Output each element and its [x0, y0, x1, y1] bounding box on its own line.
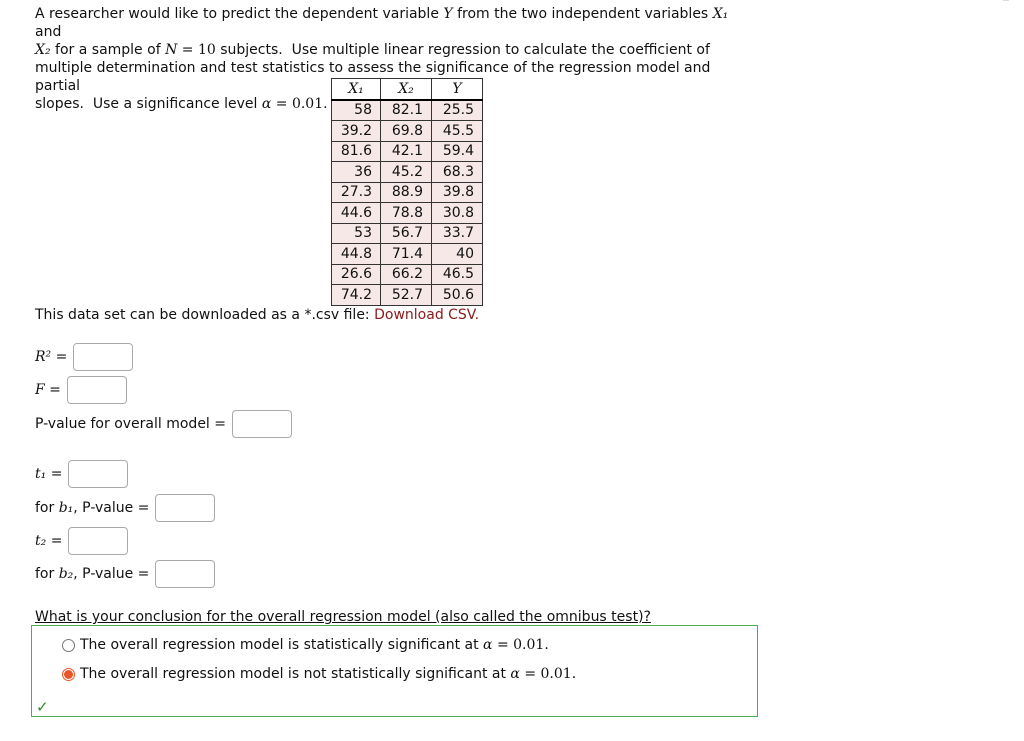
t1-row — [35, 460, 128, 488]
conclusion-answer-box — [31, 625, 758, 717]
table-cell: 45.2 — [381, 162, 432, 183]
table-cell: 44.8 — [332, 244, 381, 265]
p-overall-label: P-value for overall model = — [35, 416, 227, 432]
t2-row — [35, 527, 128, 555]
question-line-2: X₂ for a sample of N = 10 subjects. Use multiple linear regression to calculate the coefficient of — [35, 42, 710, 58]
question-line-3: multiple determination and test statistics to assess the significance of the regression model and partial — [35, 60, 711, 94]
table-cell: 59.4 — [432, 141, 483, 162]
table-cell: 82.1 — [381, 100, 432, 121]
download-text: This data set can be downloaded as a *.csv file: — [35, 307, 375, 323]
table-row — [332, 244, 483, 265]
table-cell: 81.6 — [332, 141, 381, 162]
table-cell: 56.7 — [381, 223, 432, 244]
table-cell: 26.6 — [332, 264, 381, 285]
question-line-1: A researcher would like to predict the dependent variable Y from the two independent variables X₁ and — [35, 6, 733, 40]
table-cell: 46.5 — [432, 264, 483, 285]
table-cell: 40 — [432, 244, 483, 265]
download-line — [35, 307, 479, 323]
option-significant[interactable] — [62, 637, 549, 653]
table-cell: 53 — [332, 223, 381, 244]
p-overall-row — [35, 410, 292, 438]
table-cell: 39.8 — [432, 182, 483, 203]
table-cell: 66.2 — [381, 264, 432, 285]
column-header: X₁ — [332, 79, 381, 100]
checkmark-icon: ✓ — [36, 698, 49, 716]
column-header: X₂ — [381, 79, 432, 100]
table-row — [332, 223, 483, 244]
table-row — [332, 100, 483, 121]
table-cell: 42.1 — [381, 141, 432, 162]
t2-input[interactable] — [68, 527, 128, 555]
table-cell: 36 — [332, 162, 381, 183]
table-cell: 50.6 — [432, 285, 483, 306]
table-cell: 44.6 — [332, 203, 381, 224]
table-row — [332, 182, 483, 203]
table-cell: 78.8 — [381, 203, 432, 224]
t1-label: t₁ = — [35, 466, 63, 482]
r2-label: R² = — [35, 349, 68, 365]
table-cell: 39.2 — [332, 121, 381, 142]
table-cell: 25.5 — [432, 100, 483, 121]
p-b2-label: for b₂, P-value = — [35, 566, 150, 582]
conclusion-question: What is your conclusion for the overall regression model (also called the omnibus test)? — [35, 609, 651, 625]
table-cell: 30.8 — [432, 203, 483, 224]
p-b1-label: for b₁, P-value = — [35, 500, 150, 516]
table-cell: 58 — [332, 100, 381, 121]
question-line-4: slopes. Use a significance level α = 0.01. — [35, 96, 328, 112]
table-cell: 68.3 — [432, 162, 483, 183]
p-b1-input[interactable] — [155, 494, 215, 522]
table-cell: 45.5 — [432, 121, 483, 142]
r2-input[interactable] — [73, 343, 133, 371]
table-cell: 88.9 — [381, 182, 432, 203]
table-cell: 52.7 — [381, 285, 432, 306]
table-header-row — [332, 79, 483, 100]
table-cell: 74.2 — [332, 285, 381, 306]
r2-row — [35, 343, 133, 371]
table-cell: 71.4 — [381, 244, 432, 265]
radio-button-not-significant-selected[interactable] — [62, 668, 75, 681]
p-overall-input[interactable] — [232, 410, 292, 438]
p-b2-row — [35, 560, 215, 588]
corner-divider — [1003, 0, 1009, 7]
table-cell: 69.8 — [381, 121, 432, 142]
table-row — [332, 121, 483, 142]
t2-label: t₂ = — [35, 533, 63, 549]
t1-input[interactable] — [68, 460, 128, 488]
f-label: F = — [35, 382, 61, 398]
option-not-significant[interactable] — [62, 666, 576, 682]
column-header: Y — [432, 79, 483, 100]
option-not-significant-label[interactable]: The overall regression model is not statistically significant at α = 0.01. — [80, 666, 577, 682]
table-cell: 33.7 — [432, 223, 483, 244]
table-row — [332, 264, 483, 285]
p-b1-row — [35, 494, 215, 522]
f-row — [35, 376, 127, 404]
table-row — [332, 203, 483, 224]
option-significant-label[interactable]: The overall regression model is statistically significant at α = 0.01. — [80, 637, 549, 653]
table-row — [332, 162, 483, 183]
table-cell: 27.3 — [332, 182, 381, 203]
download-csv-link[interactable]: Download CSV. — [374, 307, 480, 323]
f-input[interactable] — [67, 376, 127, 404]
table-row — [332, 141, 483, 162]
radio-button-significant[interactable] — [62, 639, 75, 652]
table-row — [332, 285, 483, 306]
p-b2-input[interactable] — [155, 560, 215, 588]
data-table — [331, 78, 483, 306]
